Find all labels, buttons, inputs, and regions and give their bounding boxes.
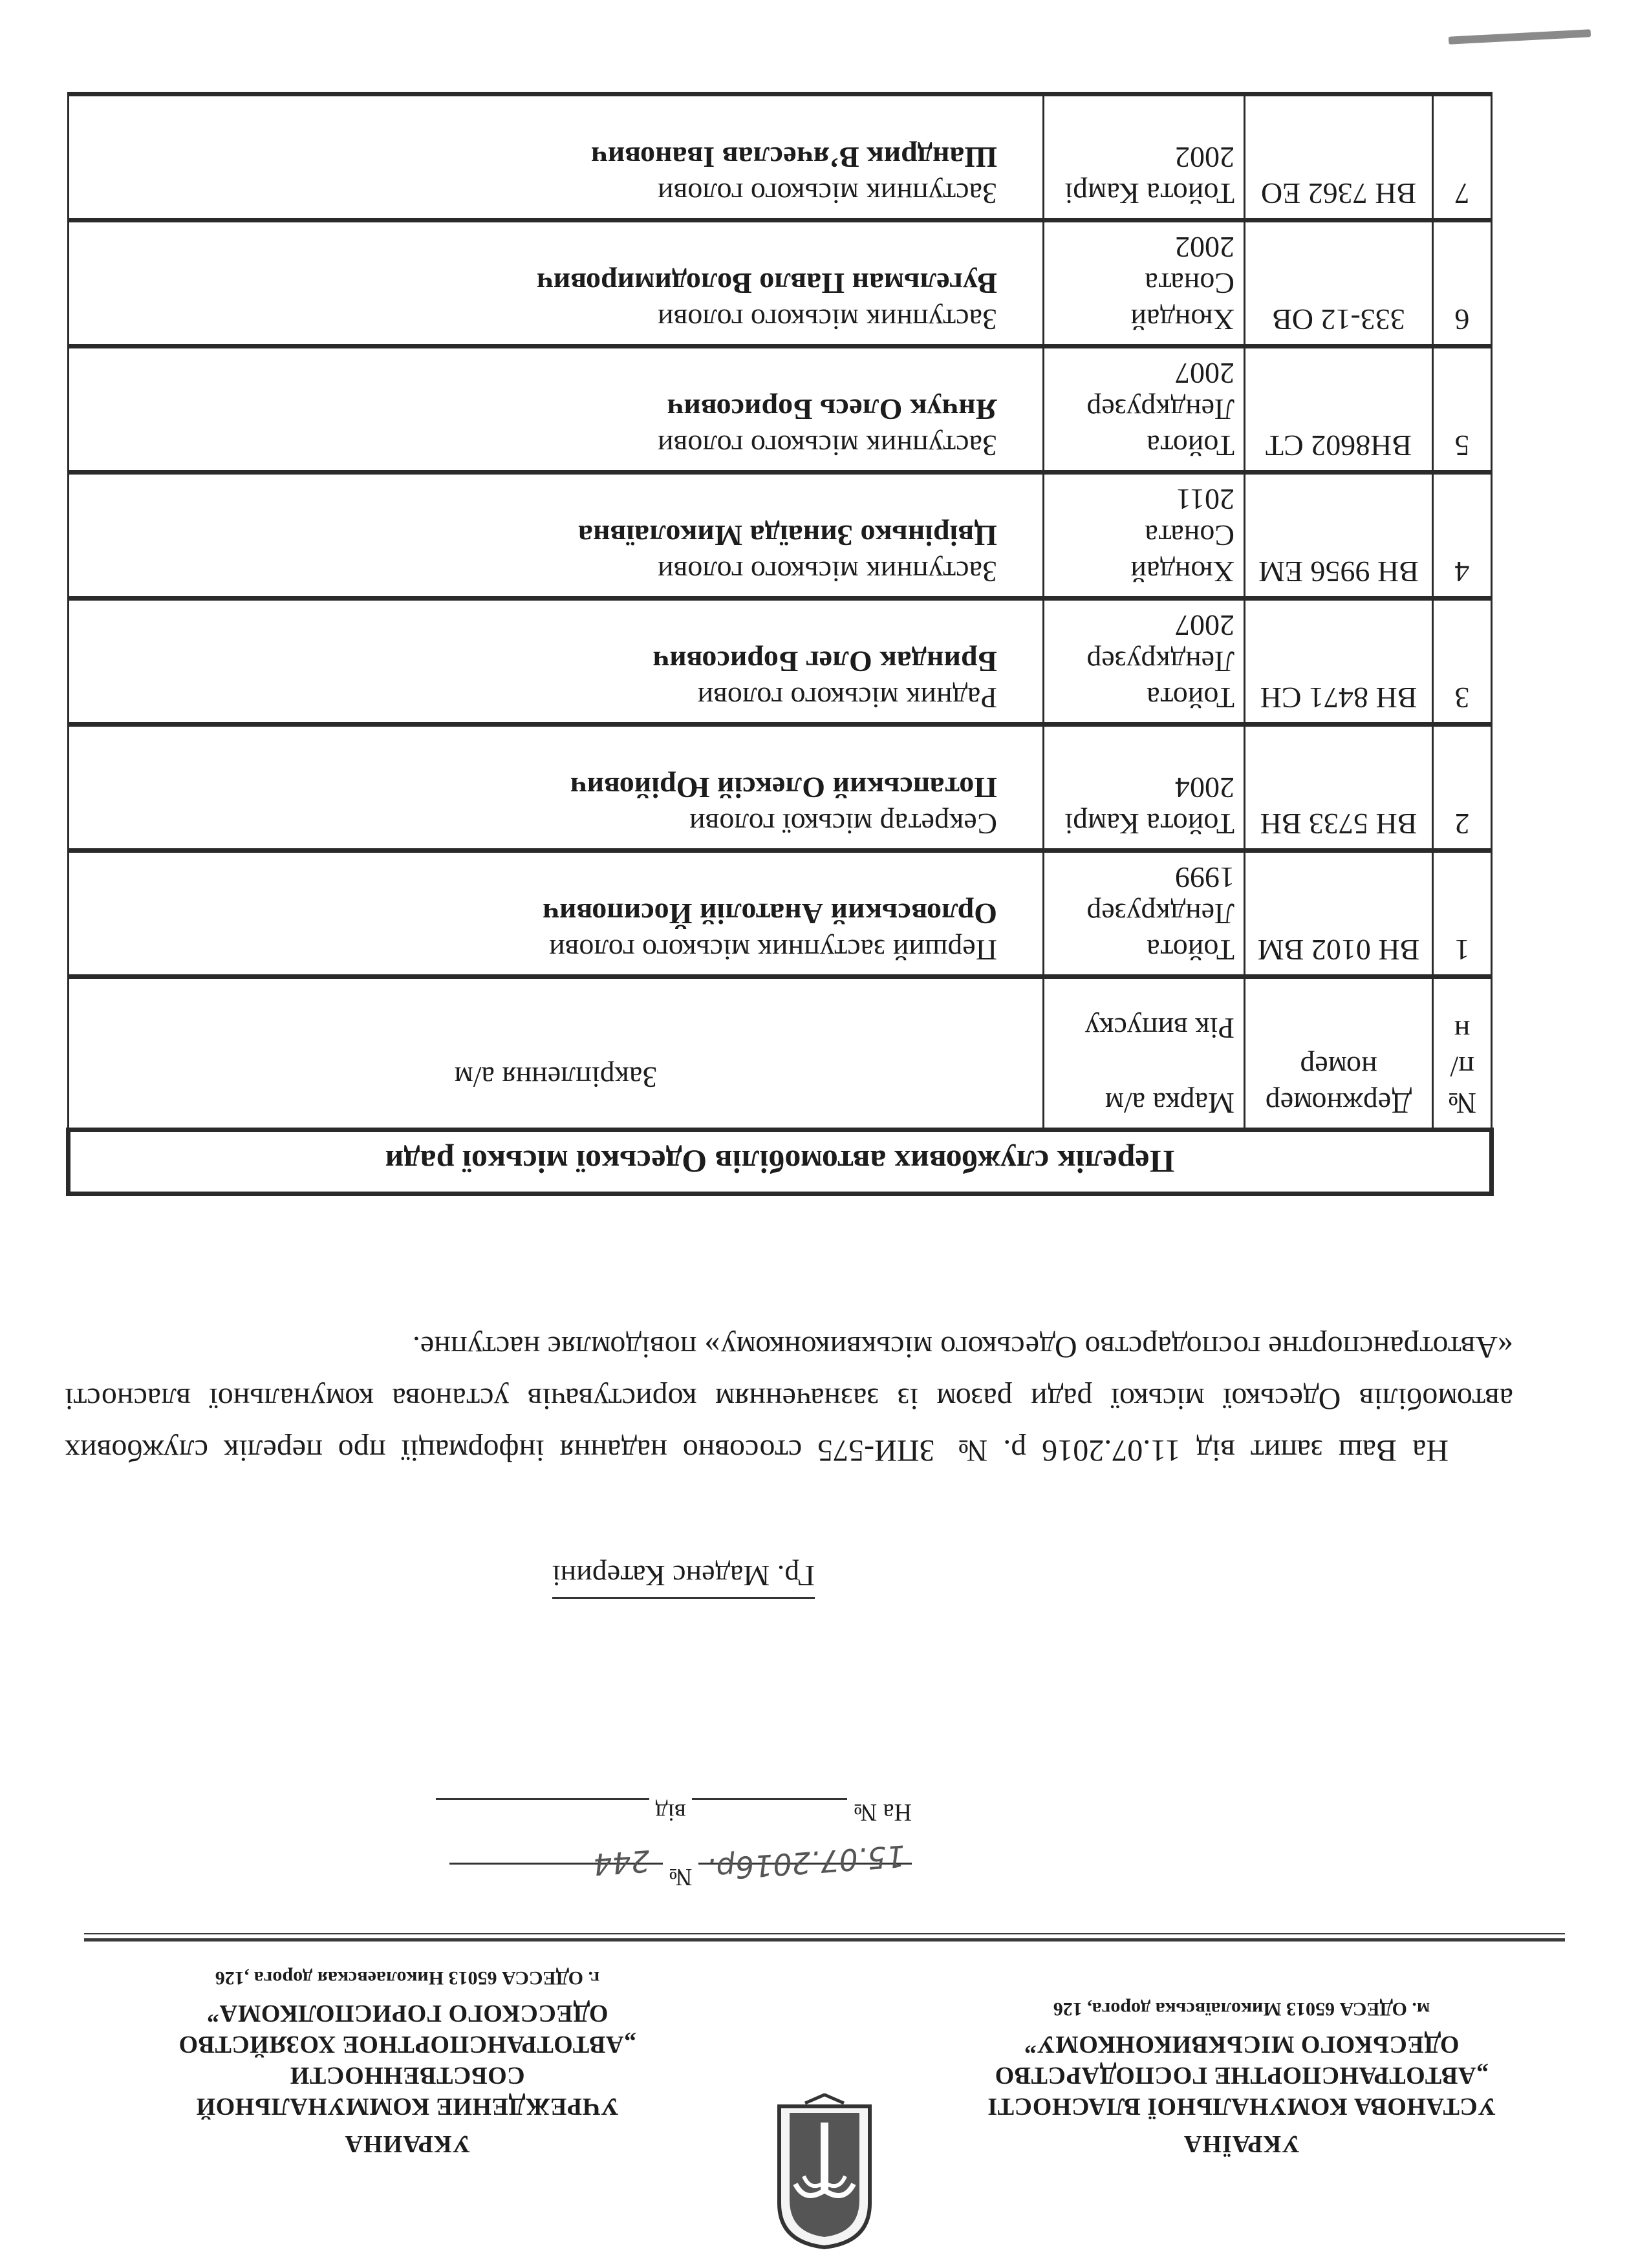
reply-number-field <box>692 1798 847 1828</box>
row-num: 5 <box>1433 347 1492 473</box>
letterhead-divider <box>84 1933 1565 1934</box>
city-emblem-icon <box>766 2093 883 2255</box>
header-assigned: Закріплення а/м <box>69 977 1044 1130</box>
row-person-name: Цвірінько Зинаїда Миколаївна <box>578 519 997 552</box>
row-plate: ВН 0102 ВМ <box>1245 851 1433 977</box>
table-row <box>69 220 1492 347</box>
letterhead-address: м. ОДЕСА 65013 Миколаївська дорога, 126 <box>1053 1998 1430 2020</box>
row-make-year <box>1044 347 1245 473</box>
header-year: Рік випуску <box>1084 1012 1234 1045</box>
row-position: Радник міського голови <box>697 681 997 714</box>
row-make: Тойота Лендкрузер <box>1086 645 1234 714</box>
row-person-name: Бриндак Олег Борисович <box>652 645 997 678</box>
letterhead-line: УСТАНОВА КОМУНАЛЬНОЇ ВЛАСНОСТІ <box>987 2093 1496 2120</box>
row-year: 2004 <box>1175 771 1234 804</box>
row-position: Заступник міського голови <box>657 177 997 210</box>
reply-from-label: від <box>655 1799 686 1826</box>
row-make: Тойота Камрі <box>1064 177 1234 210</box>
row-num: 7 <box>1433 94 1492 220</box>
row-plate: ВН 9956 ЕМ <box>1245 473 1433 599</box>
letterhead-address: г. ОДЕССА 65013 Николаевская дорога ,126 <box>215 1967 600 1989</box>
table-row <box>69 599 1492 725</box>
letterhead-line: УЧРЕЖДЕНИЕ КОММУНАЛЬНОЙ СОБСТВЕННОСТИ <box>196 2062 619 2120</box>
row-position: Заступник міського голови <box>657 303 997 336</box>
header-make-year <box>1044 977 1245 1130</box>
row-num: 1 <box>1433 851 1492 977</box>
row-assigned <box>69 725 1044 851</box>
header-num: № п/н <box>1433 977 1492 1130</box>
row-make: Тойота Камрі <box>1064 808 1234 840</box>
row-position: Перший заступник міського голови <box>549 934 997 967</box>
letterhead-ukrainian <box>918 1998 1565 2158</box>
row-plate: ВН 5733 ВН <box>1245 725 1433 851</box>
row-num: 2 <box>1433 725 1492 851</box>
letterhead-line: ОДЕСЬКОГО МІСЬКВИКОНКОМУ” <box>1024 2031 1460 2058</box>
row-assigned <box>69 473 1044 599</box>
row-num: 3 <box>1433 599 1492 725</box>
letterhead-divider <box>84 1938 1565 1942</box>
row-year: 2011 <box>1176 483 1234 516</box>
table-header-row <box>69 977 1492 1130</box>
service-cars-table <box>66 92 1494 1196</box>
reply-number-label: На № <box>853 1799 912 1826</box>
row-position: Секретар міської голови <box>689 808 997 840</box>
scan-artifact <box>1449 29 1591 44</box>
row-plate: ВН8602 СТ <box>1245 347 1433 473</box>
row-plate: 333-12 ОВ <box>1245 220 1433 347</box>
table-row <box>69 851 1492 977</box>
row-year: 2007 <box>1175 357 1234 390</box>
row-person-name: Вугельман Павло Володимирович <box>536 267 997 300</box>
row-person-name: Орловський Анатолій Йосипович <box>543 897 997 930</box>
row-assigned <box>69 347 1044 473</box>
table-row <box>69 473 1492 599</box>
outgoing-date-field <box>698 1838 912 1893</box>
row-person-name: Потапський Олексій Юрійович <box>570 771 997 804</box>
row-assigned <box>69 851 1044 977</box>
row-make: Хюндай Соната <box>1130 267 1234 336</box>
row-make: Тойота Лендкрузер <box>1086 897 1234 967</box>
table-title: Перелік службових автомобілів Одеської міської ради <box>69 1130 1492 1194</box>
row-make-year <box>1044 473 1245 599</box>
row-position: Заступник міського голови <box>657 429 997 462</box>
row-year: 2002 <box>1175 231 1234 264</box>
table-row <box>69 94 1492 220</box>
row-position: Заступник міського голови <box>657 555 997 588</box>
outgoing-number: 244 <box>592 1843 651 1882</box>
outgoing-number-field <box>449 1843 663 1893</box>
row-assigned <box>69 220 1044 347</box>
letterhead-country: УКРАИНА <box>344 2130 471 2157</box>
letterhead-country: УКРАЇНА <box>1183 2130 1300 2157</box>
row-plate: ВН 8471 СН <box>1245 599 1433 725</box>
row-num: 4 <box>1433 473 1492 599</box>
outgoing-reference <box>449 1838 912 1893</box>
row-make: Хюндай Соната <box>1130 519 1234 588</box>
row-make-year <box>1044 220 1245 347</box>
row-year: 2007 <box>1175 609 1234 642</box>
row-year: 1999 <box>1175 861 1234 894</box>
reply-date-field <box>436 1798 649 1828</box>
table-row <box>69 725 1492 851</box>
letterhead-line: „АВТОТРАНСПОРТНОЕ ХОЗЯЙСТВО <box>178 2031 636 2058</box>
row-person-name: Янчук Олесь Борисович <box>667 393 997 426</box>
header-plate: Держномер номер <box>1245 977 1433 1130</box>
header-make: Марка а/м <box>1105 1087 1234 1120</box>
row-make-year <box>1044 851 1245 977</box>
row-plate: ВН 7362 ЕО <box>1245 94 1433 220</box>
row-person-name: Шандрик В’ячеслав Іванович <box>590 141 997 174</box>
number-label: № <box>669 1863 693 1890</box>
row-make-year <box>1044 725 1245 851</box>
row-make-year <box>1044 94 1245 220</box>
letterhead-line: ОДЕССКОГО ГОРИСПОЛКОМА” <box>206 2000 609 2027</box>
letterhead-line: „АВТОТРАНСПОРТНЕ ГОСПОДАРСТВО <box>995 2062 1489 2089</box>
row-assigned <box>69 94 1044 220</box>
letterhead-russian <box>84 1967 731 2158</box>
incoming-reference <box>436 1798 912 1828</box>
row-make: Тойота Лендкрузер <box>1086 393 1234 462</box>
addressee: Гр. Маденс Катерині <box>552 1559 815 1599</box>
row-year: 2002 <box>1175 141 1234 174</box>
row-num: 6 <box>1433 220 1492 347</box>
table-row <box>69 347 1492 473</box>
row-assigned <box>69 599 1044 725</box>
letter-body: На Ваш запит від 11.07.2016 р. № ЗПИ-575 стосовно надання інформації про перелік службових автомобілів Одеської міської ради разом із зазначенням користувачів установа комунальної власності «Автотранспортне господарство Одеського міськвиконкому» повідомляє наступне. <box>65 1330 1513 1468</box>
row-make-year <box>1044 599 1245 725</box>
outgoing-date: 15.07.2016р. <box>706 1838 907 1887</box>
